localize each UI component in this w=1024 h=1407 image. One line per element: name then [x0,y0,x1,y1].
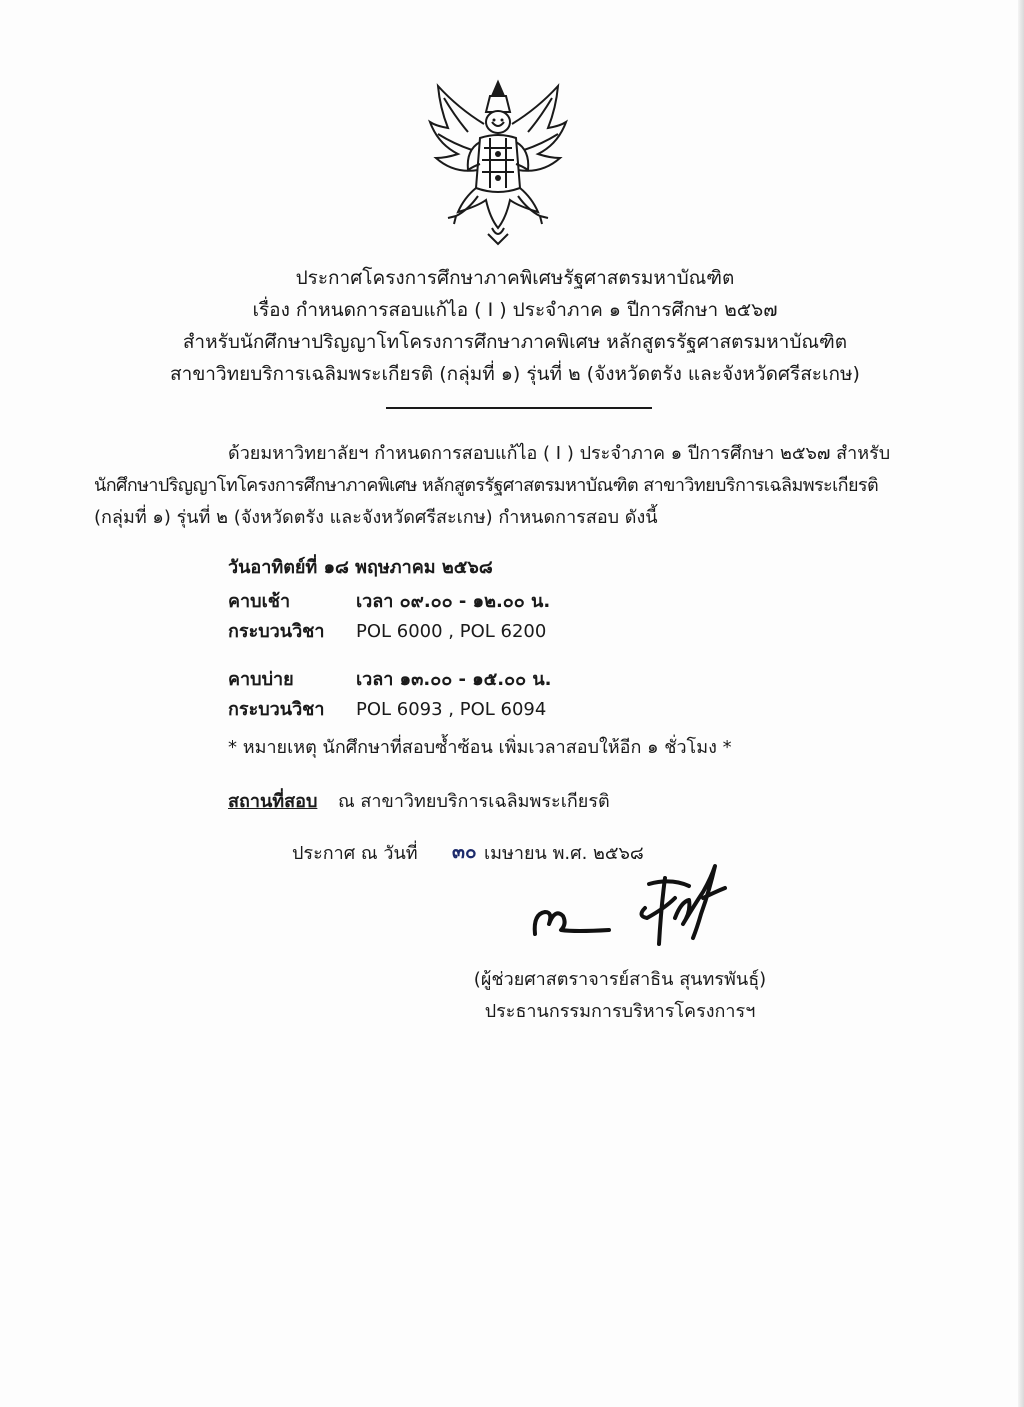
body-paragraph-line-3: (กลุ่มที่ ๑) รุ่นที่ ๒ (จังหวัดตรัง และจังหวัดศรีสะเกษ) กำหนดการสอบ ดังนี้ [94,507,658,528]
header-divider [386,407,652,409]
announcement-branch: สาขาวิทยบริการเฉลิมพระเกียรติ (กลุ่มที่ ๑) รุ่นที่ ๒ (จังหวัดตรัง และจังหวัดศรีสะเกษ) [170,363,860,385]
announcement-title: ประกาศโครงการศึกษาภาคพิเศษรัฐศาสตรมหาบัณฑิต [295,267,735,289]
schedule-note: * หมายเหตุ นักศึกษาที่สอบซ้ำซ้อน เพิ่มเวลาสอบให้อีก ๑ ชั่วโมง * [228,737,732,758]
morning-courses-label: กระบวนวิชา [228,621,325,642]
afternoon-courses: POL 6093 , POL 6094 [356,699,547,720]
page-edge-shadow [1018,0,1024,1407]
body-paragraph-line-1: ด้วยมหาวิทยาลัยฯ กำหนดการสอบแก้ไอ ( I ) ประจำภาค ๑ ปีการศึกษา ๒๕๖๗ สำหรับ [228,443,891,464]
handwritten-signature-icon [525,858,745,950]
exam-date: วันอาทิตย์ที่ ๑๘ พฤษภาคม ๒๕๖๘ [228,557,493,578]
announce-day-handwritten: ๓๐ [452,841,477,863]
exam-place-value: ณ สาขาวิทยบริการเฉลิมพระเกียรติ [338,791,610,812]
signer-name: (ผู้ช่วยศาสตราจารย์สาธิน สุนทรพันธุ์) [473,969,767,990]
garuda-emblem-icon [428,78,568,246]
body-paragraph-line-2: นักศึกษาปริญญาโทโครงการศึกษาภาคพิเศษ หลักสูตรรัฐศาสตรมหาบัณฑิต สาขาวิทยบริการเฉลิมพระเกียรติ [94,475,879,496]
exam-place-label: สถานที่สอบ [228,791,318,812]
afternoon-courses-label: กระบวนวิชา [228,699,325,720]
announcement-subject: เรื่อง กำหนดการสอบแก้ไอ ( I ) ประจำภาค ๑ ปีการศึกษา ๒๕๖๗ [252,299,778,321]
afternoon-session-label: คาบบ่าย [228,669,294,690]
morning-courses: POL 6000 , POL 6200 [356,621,547,642]
morning-session-label: คาบเช้า [228,591,291,612]
announcement-audience: สำหรับนักศึกษาปริญญาโทโครงการศึกษาภาคพิเศษ หลักสูตรรัฐศาสตรมหาบัณฑิต [182,331,848,353]
announce-month-year: เมษายน พ.ศ. ๒๕๖๘ [484,843,644,864]
morning-session-time: เวลา ๐๙.๐๐ - ๑๒.๐๐ น. [356,591,551,612]
signer-position: ประธานกรรมการบริหารโครงการฯ [484,1001,756,1022]
announce-prefix: ประกาศ ณ วันที่ [292,843,418,864]
afternoon-session-time: เวลา ๑๓.๐๐ - ๑๕.๐๐ น. [356,669,552,690]
